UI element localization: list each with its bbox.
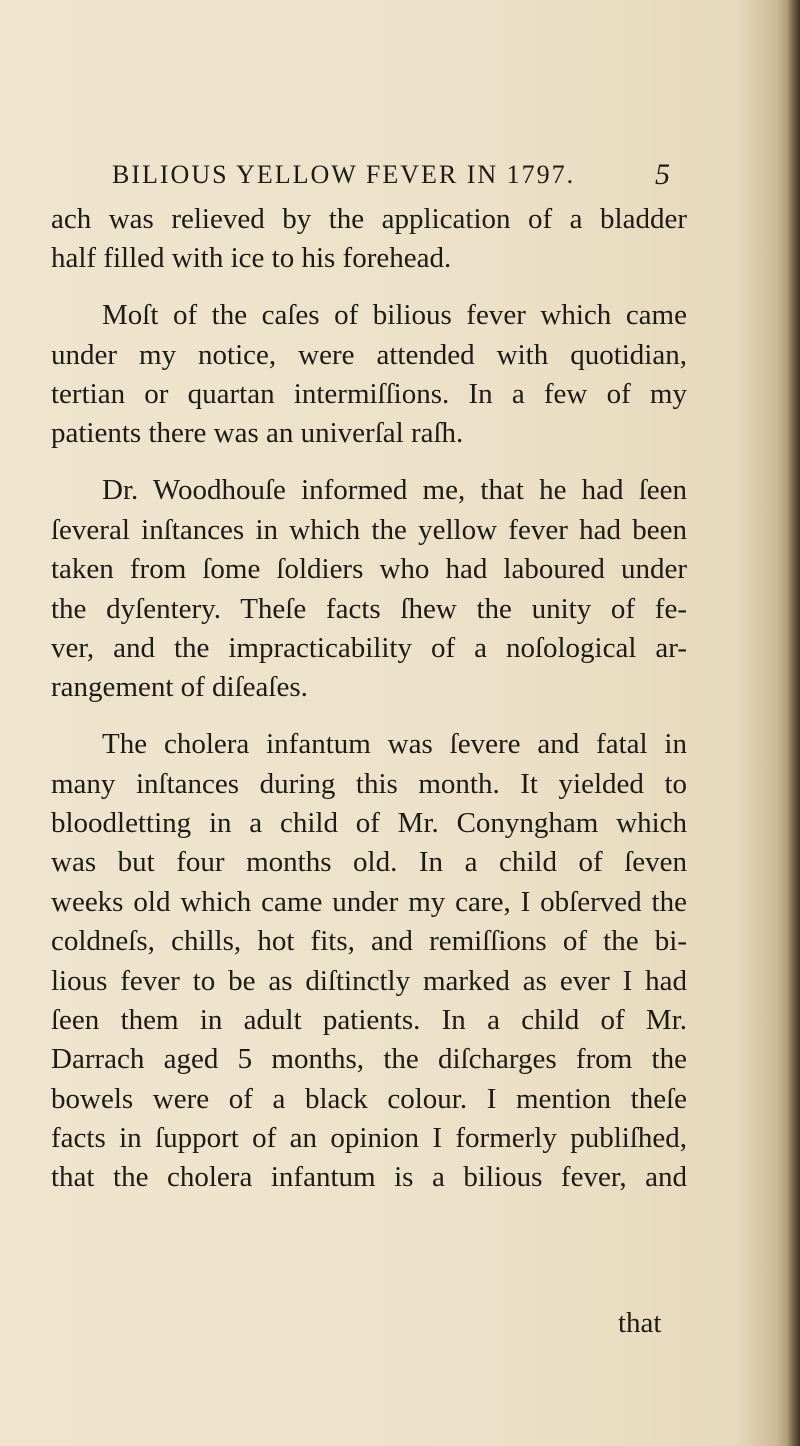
text-line: many inſtances during this month. It yielded to <box>51 767 687 800</box>
catchword: that <box>618 1307 662 1339</box>
text-line: coldneſs, chills, hot fits, and remiſſions of the bi- <box>51 925 687 958</box>
page-number: 5 <box>655 158 672 191</box>
paragraph <box>51 471 687 707</box>
text-line: Dr. Woodhouſe informed me, that he had ſeen <box>102 474 687 507</box>
text-line: rangement of diſeaſes. <box>51 671 308 704</box>
text-line: half filled with ice to his forehead. <box>51 242 452 275</box>
page-binding-edge <box>786 0 800 1446</box>
paragraph <box>51 200 687 279</box>
paragraph <box>51 725 687 1198</box>
text-line: tertian or quartan intermiſſions. In a few of my <box>51 378 687 411</box>
text-line: ſeen them in adult patients. In a child of Mr. <box>51 1003 687 1036</box>
text-line: patients there was an univerſal raſh. <box>51 417 464 450</box>
text-line: Moſt of the caſes of bilious fever which came <box>102 299 687 332</box>
text-line: under my notice, were attended with quotidian, <box>51 338 687 371</box>
text-line: ach was relieved by the application of a bladder <box>51 203 687 235</box>
text-line: lious fever to be as diſtinctly marked as ever I had <box>51 964 687 997</box>
text-line: that the cholera infantum is a bilious fever, and <box>51 1161 687 1194</box>
running-head-title: BILIOUS YELLOW FEVER IN 1797. <box>112 160 576 189</box>
text-line: was but four months old. In a child of ſeven <box>51 846 687 879</box>
text-line: facts in ſupport of an opinion I formerly publiſhed, <box>51 1122 687 1155</box>
text-line: weeks old which came under my care, I obſerved the <box>51 885 687 918</box>
text-line: ſeveral inſtances in which the yellow fever had been <box>51 513 687 546</box>
text-line: bowels were of a black colour. I mention theſe <box>51 1082 687 1115</box>
text-line: The cholera infantum was ſevere and fatal in <box>102 728 687 761</box>
text-line: taken from ſome ſoldiers who had laboured under <box>51 553 687 586</box>
running-header <box>112 155 672 195</box>
paragraph <box>51 296 687 454</box>
text-line: ver, and the impracticability of a noſological ar- <box>51 631 687 664</box>
text-line: the dyſentery. Theſe facts ſhew the unity of fe- <box>51 592 687 625</box>
text-line: bloodletting in a child of Mr. Conyngham which <box>51 806 687 839</box>
text-line: Darrach aged 5 months, the diſcharges from the <box>51 1043 687 1076</box>
body-text <box>51 200 687 1198</box>
